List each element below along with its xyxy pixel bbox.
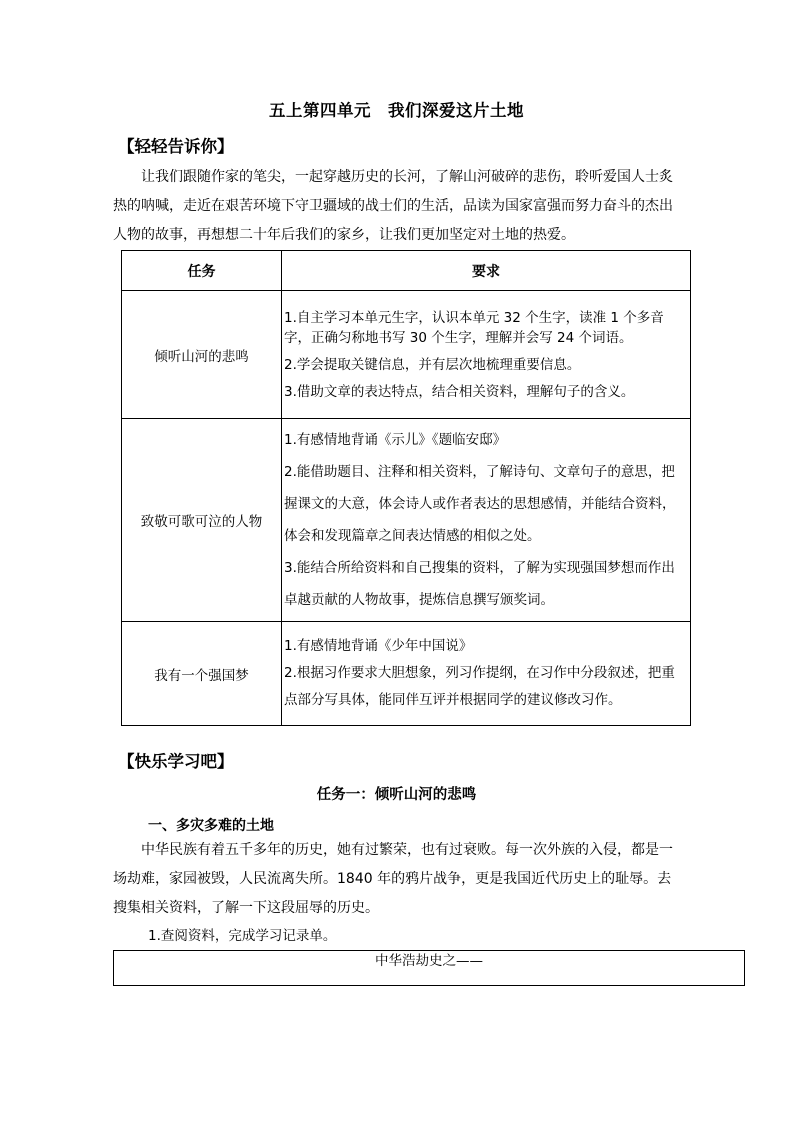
requirements-cell [282,419,691,622]
requirements-cell [282,291,691,419]
page-title: 五上第四单元 我们深爱这片土地 [269,101,524,120]
table-row [122,419,691,622]
task-requirements-table [121,250,691,726]
requirement-item: 1.有感情地背诵《少年中国说》 [284,638,473,654]
record-sheet-box [113,950,745,986]
requirement-item: 3.能结合所给资料和自己搜集的资料，了解为实现强国梦想而作出卓越贡献的人物故事，提炼信息撰写颁奖词。 [284,560,675,608]
record-sheet-title: 中华浩劫史之—— [375,953,483,969]
subsection-heading: 一、多灾多难的土地 [148,818,274,834]
requirements-cell [282,622,691,726]
task1-title: 任务一：倾听山河的悲鸣 [316,787,477,803]
task-cell: 致敬可歌可泣的人物 [122,419,282,622]
requirement-item: 3.借助文章的表达特点，结合相关资料，理解句子的含义。 [284,383,635,400]
section-heading-happy-learning: 【快乐学习吧】 [118,752,234,771]
intro-paragraph: 让我们跟随作家的笔尖，一起穿越历史的长河，了解山河破碎的悲伤，聆听爱国人士炙热的呐喊，走近在艰苦环境下守卫疆域的战士们的生活，品读为国家富强而努力奋斗的杰出人物的故事，再想想二十年后我们的家乡，让我们更加坚定对土地的热爱。 [113,169,673,243]
task-cell: 倾听山河的悲鸣 [122,291,282,419]
requirement-item: 2.学会提取关键信息，并有层次地梳理重要信息。 [284,356,581,373]
task-cell: 我有一个强国梦 [122,622,282,726]
section-heading-tell-you: 【轻轻告诉你】 [118,137,234,156]
table-row [122,622,691,726]
header-requirements: 要求 [282,251,691,291]
requirement-item: 2.能借助题目、注释和相关资料，了解诗句、文章句子的意思，把握课文的大意，体会诗人或作者表达的思想感情，并能结合资料，体会和发现篇章之间表达情感的相似之处。 [284,464,676,544]
table-row [122,291,691,419]
history-paragraph: 中华民族有着五千多年的历史，她有过繁荣，也有过衰败。每一次外族的入侵，都是一场劫难，家园被毁，人民流离失所。1840 年的鸦片战争，更是我国近代历史上的耻辱。去搜集相关资料，了解一下这段屈辱的历史。 [113,842,673,916]
table-header-row [122,251,691,291]
requirement-item: 1.自主学习本单元生字，认识本单元 32 个生字，读准 1 个多音字，正确匀称地书写 30 个生字，理解并会写 24 个词语。 [284,309,664,346]
requirement-item: 1.有感情地背诵《示儿》《题临安邸》 [284,432,507,448]
requirement-item: 2.根据习作要求大胆想象，列习作提纲，在习作中分段叙述，把重点部分写具体，能同伴互评并根据同学的建议修改习作。 [284,665,675,708]
step-instruction: 1.查阅资料，完成学习记录单。 [148,928,337,944]
header-task: 任务 [122,251,282,291]
